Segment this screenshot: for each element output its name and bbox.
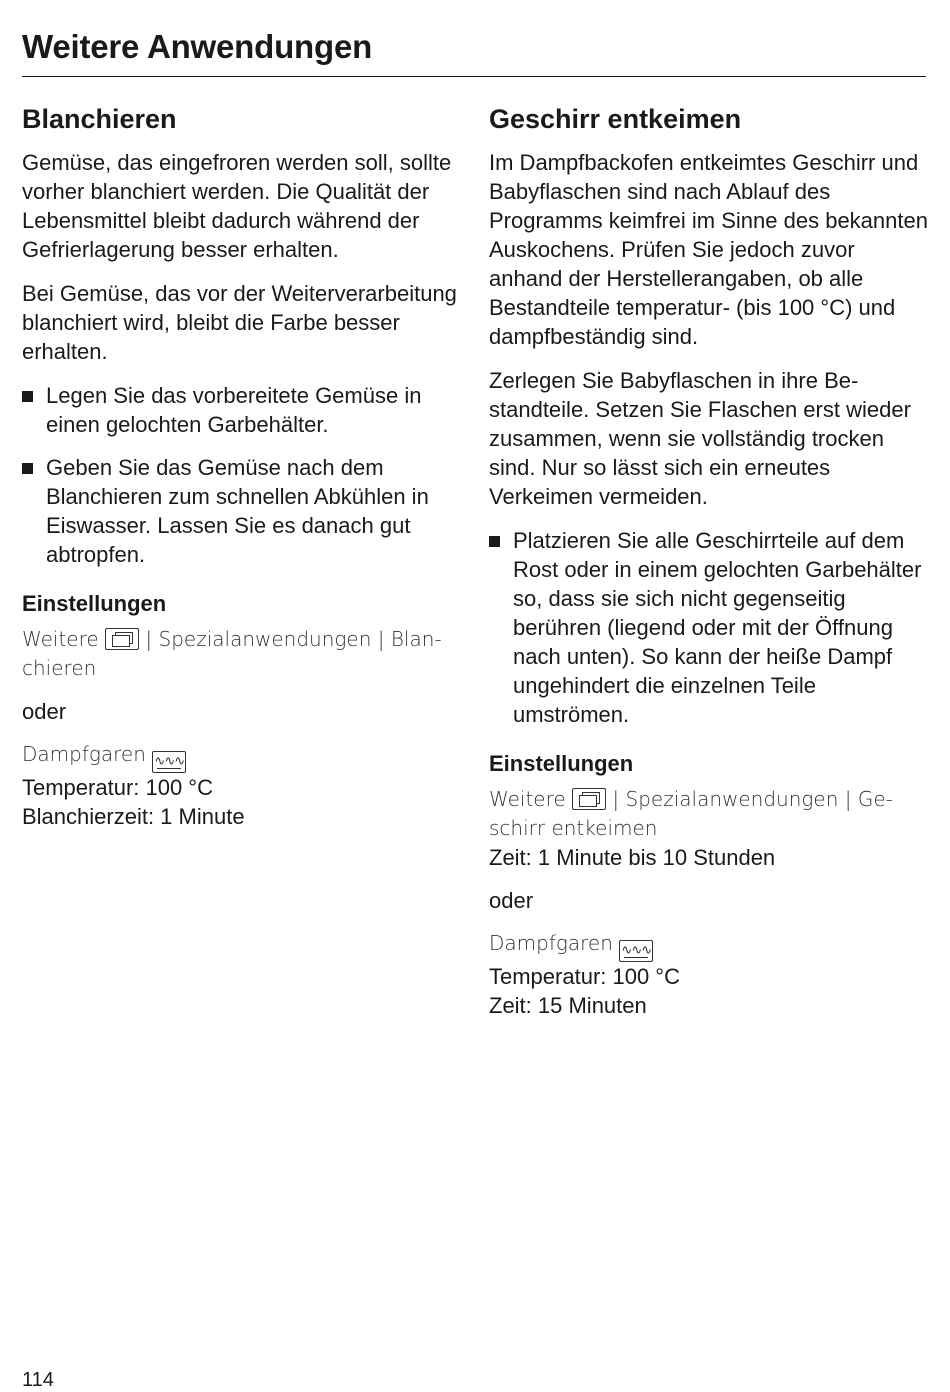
temperature-setting: Temperatur: 100 °C <box>22 775 213 800</box>
steam-icon: ∿∿∿ <box>619 940 653 962</box>
paragraph: Zerlegen Sie Babyflaschen in ihre Bestandteile. Setzen Sie Flaschen erst wieder zusammen, wenn sie vollständig trocken sind. Nur so lässt sich ein erneutes Verkeimen vermeiden. <box>489 368 911 509</box>
instruction-list <box>22 381 467 569</box>
time-range-setting: Zeit: 1 Minute bis 10 Stunden <box>489 845 776 870</box>
list-item <box>22 381 467 439</box>
temperature-setting: Temperatur: 100 °C <box>489 964 680 989</box>
section-heading: Geschirr entkeimen <box>489 104 742 134</box>
settings-heading: Einstellungen <box>489 751 634 776</box>
paragraph: Gemüse, das eingefroren werden soll, sollte vorher blanchiert werden. Die Qualität der Lebensmittel bleibt dadurch während der Gefrierlagerung besser erhalten. <box>22 150 452 262</box>
steam-icon: ∿∿∿ <box>152 751 186 773</box>
menu-dampfgaren-label: Dampfgaren <box>22 742 146 766</box>
square-bullet-icon <box>489 536 500 547</box>
menu-path-rest: | Spezialanwendungen | Blanchieren <box>22 627 442 680</box>
alternative-label: oder <box>22 699 67 724</box>
instruction-list <box>489 526 934 729</box>
windows-icon <box>105 628 139 650</box>
menu-path-dampfgaren <box>22 740 467 773</box>
time-setting: Zeit: 15 Minuten <box>489 993 647 1018</box>
page-title: Weitere Anwendungen <box>22 28 373 65</box>
section-blanchieren <box>22 100 467 831</box>
menu-path-dampfgaren <box>489 929 934 962</box>
menu-weitere-label: Weitere <box>22 627 99 651</box>
square-bullet-icon <box>22 391 33 402</box>
menu-path <box>489 785 934 843</box>
time-setting: Blanchierzeit: 1 Minute <box>22 804 245 829</box>
menu-weitere-label: Weitere <box>489 787 566 811</box>
square-bullet-icon <box>22 463 33 474</box>
settings-heading: Einstellungen <box>22 591 167 616</box>
section-heading: Blanchieren <box>22 104 177 134</box>
list-item-text: Geben Sie das Gemüse nach dem Blanchieren zum schnellen Abkühlen in Eiswasser. Lassen Sie es danach gut abtropfen. <box>46 455 429 567</box>
title-divider <box>22 76 926 77</box>
page-number: 114 <box>22 1369 54 1391</box>
menu-dampfgaren-label: Dampfgaren <box>489 931 613 955</box>
list-item <box>22 453 467 569</box>
alternative-label: oder <box>489 888 534 913</box>
paragraph: Bei Gemüse, das vor der Weiterverarbeitung blanchiert wird, bleibt die Farbe besser erhalten. <box>22 281 457 364</box>
menu-path <box>22 625 467 683</box>
section-geschirr-entkeimen <box>489 100 934 1020</box>
list-item-text: Legen Sie das vorbereitete Gemüse in einen gelochten Garbehälter. <box>46 383 422 437</box>
paragraph: Im Dampfbackofen entkeimtes Geschirr und Babyflaschen sind nach Ablauf des Programms keimfrei im Sinne des bekannten Auskochens. Prüfen Sie jedoch zuvor anhand der Herstellerangaben, ob alle Bestandteile temperatur- (bis 100 °C) und dampfbeständig sind. <box>489 150 928 349</box>
list-item-text: Platzieren Sie alle Geschirrteile auf dem Rost oder in einem gelochten Garbehälter so, dass sie sich nicht gegenseitig berühren (liegend oder mit der Öffnung nach unten). So kann der heiße Dampf ungehindert die einzelnen Teile umströmen. <box>513 528 922 727</box>
windows-icon <box>572 788 606 810</box>
menu-path-rest: | Spezialanwendungen | Geschirr entkeimen <box>489 787 893 840</box>
list-item <box>489 526 934 729</box>
